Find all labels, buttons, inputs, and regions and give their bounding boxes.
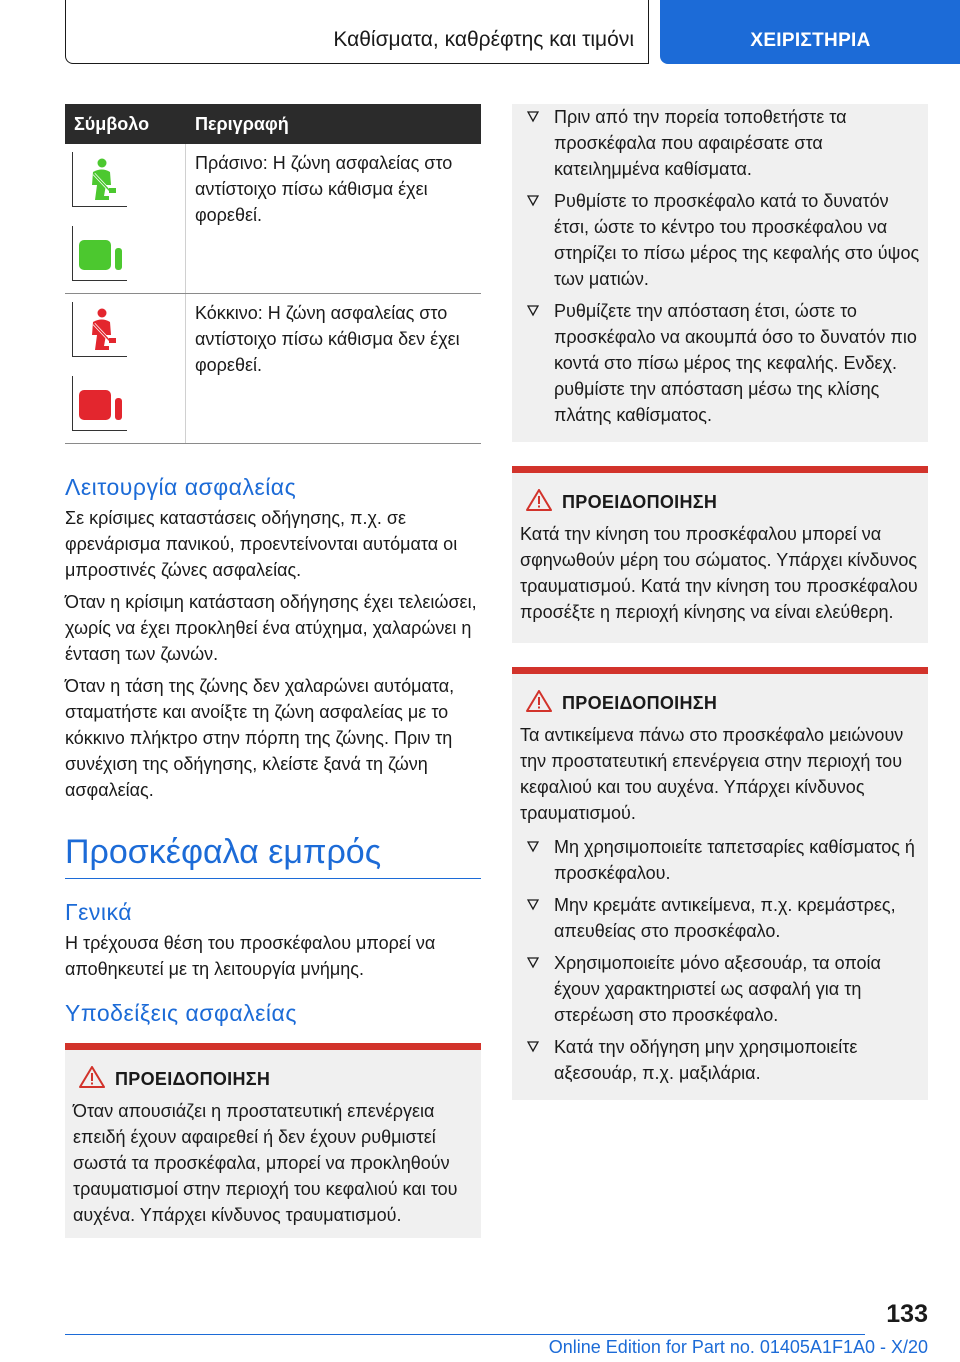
column-header-symbol: Σύμβολο [74, 114, 150, 134]
symbol-description: Πράσινο: Η ζώνη ασφαλείας στο αντίστοιχο πίσω κάθισμα έχει φορεθεί. [195, 153, 453, 225]
warning-text: Τα αντικείμενα πάνω στο προσκέφαλο μειώνουν την προστατευτική επενέργεια στην περιοχή του κεφαλιού και του αυχένα. Υπάρχει κίνδυνος τραυματισμού. [520, 725, 904, 823]
warning-box [512, 466, 928, 643]
warning-triangle-icon [79, 1066, 105, 1088]
list-item: Χρησιμοποιείτε μόνο αξεσουάρ, τα οποία έχουν χαρακτηριστεί ως ασφαλή για τη στερέωση στο προσκέφαλο. [512, 950, 920, 1028]
warning-title [512, 674, 928, 722]
warning-text: Κατά την κίνηση του προσκέφαλου μπορεί να σφηνωθούν μέρη του σώματος. Υπάρχει κίνδυνος τραυματισμού. Κατά την κίνηση του προσκέφαλου προσέξτε η περιοχή κίνησης να είναι ελεύθερη. [520, 524, 918, 622]
warning-continuation-box [512, 104, 928, 442]
triangle-bullet-icon [527, 899, 539, 911]
triangle-bullet-icon [527, 305, 539, 317]
chapter-tab [660, 0, 960, 64]
list-item: Πριν από την πορεία τοποθετήστε τα προσκέφαλα που αφαιρέσατε στα κατειλημμένα καθίσματα. [512, 104, 920, 182]
warning-box [65, 1043, 481, 1238]
column-header-description: Περιγραφή [195, 114, 289, 134]
footer-divider [65, 1334, 865, 1335]
table-row [65, 294, 481, 444]
page-title-headrests: Προσκέφαλα εμπρός [65, 833, 481, 879]
triangle-bullet-icon [527, 841, 539, 853]
warning-triangle-icon [526, 690, 552, 712]
warning-text: Όταν απουσιάζει η προστατευτική επενέργεια επειδή έχουν αφαιρεθεί ή δεν έχουν ρυθμιστεί σωστά τα προσκέφαλα, μπορεί να προκληθούν τραυματισμοί στην περιοχή του κεφαλιού και του αυχένα. Υπάρχει κίνδυνος τραυματισμού. [73, 1101, 458, 1225]
list-item: Κατά την οδήγηση μην χρησιμοποιείτε αξεσουάρ, π.χ. μαξιλάρια. [512, 1034, 920, 1086]
warning-title [65, 1050, 481, 1098]
section-tab [65, 0, 649, 64]
paragraph: Όταν η τάση της ζώνης δεν χαλαρώνει αυτόματα, σταματήστε και ανοίξτε τη ζώνη ασφαλείας με το κόκκινο πλήκτρο στην πόρπη της ζώνης. Πριν τη συνέχιση της οδήγησης, κλείστε ξανά τη ζώνη ασφαλείας. [65, 676, 455, 800]
page-number: 133 [886, 1300, 928, 1328]
paragraph: Όταν η κρίσιμη κατάσταση οδήγησης έχει τελειώσει, χωρίς να έχει προκληθεί ένα ατύχημα, χαλαρώνει η ένταση των ζωνών. [65, 592, 477, 664]
warning-title [512, 473, 928, 521]
rear-seat-red-indicator-icon [72, 376, 127, 431]
paragraph: Σε κρίσιμες καταστάσεις οδήγησης, π.χ. σε φρενάρισμα πανικού, προεντείνονται αυτόματα οι μπροστινές ζώνες ασφαλείας. [65, 508, 458, 580]
warning-triangle-icon [526, 489, 552, 511]
symbol-table [65, 104, 481, 444]
triangle-bullet-icon [527, 957, 539, 969]
chapter-title: ΧΕΙΡΙΣΤΗΡΙΑ [750, 30, 871, 51]
warning-label: ΠΡΟΕΙΔΟΠΟΙΗΣΗ [562, 492, 718, 512]
edition-link[interactable]: Online Edition for Part no. 01405A1F1A0 - X/20 [548, 1337, 928, 1357]
section-heading-general: Γενικά [65, 899, 133, 925]
seatbelt-red-icon [72, 302, 127, 357]
table-row [65, 144, 481, 294]
section-title: Καθίσματα, καθρέφτης και τιμόνι [333, 28, 634, 51]
triangle-bullet-icon [527, 111, 539, 123]
rear-seat-green-indicator-icon [72, 226, 127, 281]
seatbelt-green-icon [72, 152, 127, 207]
instruction-list [512, 830, 928, 1100]
warning-label: ΠΡΟΕΙΔΟΠΟΙΗΣΗ [115, 1069, 271, 1089]
left-column [65, 104, 481, 1238]
warning-box [512, 667, 928, 1100]
action-list [512, 104, 920, 428]
table-header [65, 104, 481, 144]
triangle-bullet-icon [527, 1041, 539, 1053]
symbol-description: Κόκκινο: Η ζώνη ασφαλείας στο αντίστοιχο πίσω κάθισμα δεν έχει φορεθεί. [195, 303, 460, 375]
list-item: Ρυθμίστε το προσκέφαλο κατά το δυνατόν έτσι, ώστε το κέντρο του προσκέφαλου να στηρίζει το πίσω μέρος της κεφαλής στο ύψος των ματιών. [512, 188, 920, 292]
page-header [65, 0, 960, 64]
list-item: Μην κρεμάτε αντικείμενα, π.χ. κρεμάστρες, απευθείας στο προσκέφαλο. [512, 892, 920, 944]
list-item: Μη χρησιμοποιείτε ταπετσαρίες καθίσματος ή προσκέφαλου. [512, 834, 920, 886]
list-item: Ρυθμίζετε την απόσταση έτσι, ώστε το προσκέφαλο να ακουμπά όσο το δυνατόν πιο κοντά στο πίσω μέρος της κεφαλής. Ενδεχ. ρυθμίστε την απόσταση μέσω της κλίσης πλάτης καθίσματος. [512, 298, 920, 428]
section-heading-safety-notes: Υποδείξεις ασφαλείας [65, 1000, 297, 1026]
paragraph: Η τρέχουσα θέση του προσκέφαλου μπορεί να αποθηκευτεί με τη λειτουργία μνήμης. [65, 933, 436, 979]
right-column [512, 104, 928, 1100]
triangle-bullet-icon [527, 195, 539, 207]
section-heading-safety-function: Λειτουργία ασφαλείας [65, 474, 297, 500]
warning-label: ΠΡΟΕΙΔΟΠΟΙΗΣΗ [562, 693, 718, 713]
